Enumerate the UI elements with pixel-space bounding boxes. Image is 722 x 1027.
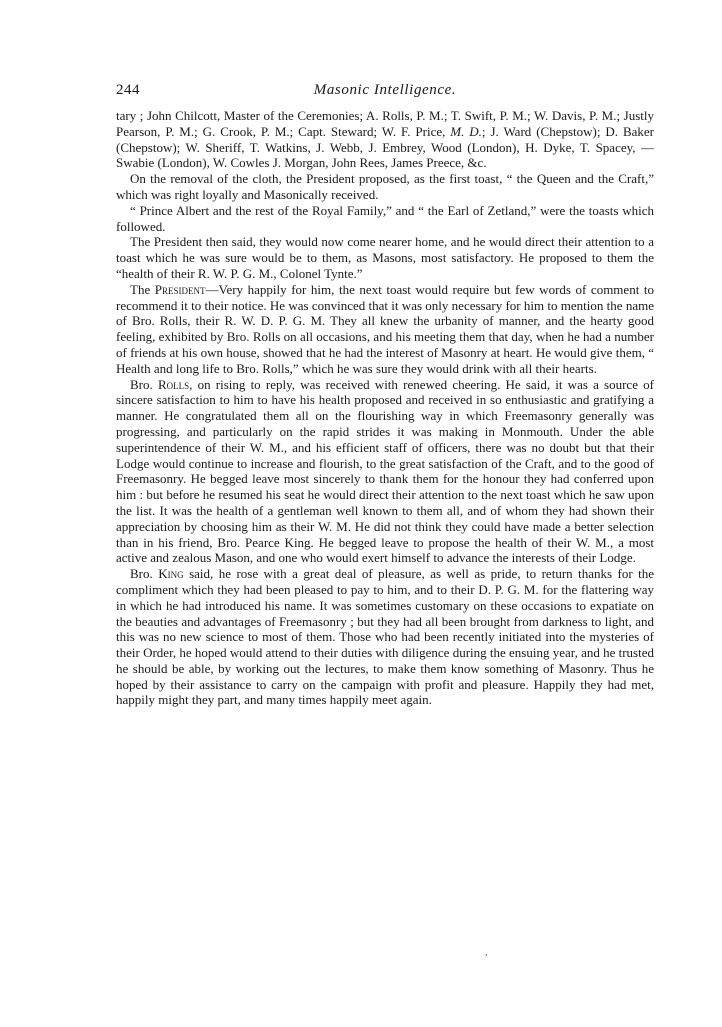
paragraph-text: said, he rose with a great deal of pleasure, as well as pride, to return thanks for the compliment which they had been pleased to pay to him, and to their D. P. G. M. for the flattering way in which he had introduced his name. It was sometimes customary on these occasions to expatiate on the beauties and advantages of Freemasonry ; but they had all been brought from darkness to light, and this was no new science to most of them. Those who had been recently initiated into the mysteries of their Order, he hoped would attend to their duties with diligence during the ensuing year, and he trusted he should be able, by working out the lectures, to make them know something of Masonry. Thus he hoped by their assistance to carry on the campaign with profit and pleasure. Happily they had met, happily might they part, and many times happily meet again. <box>116 566 654 708</box>
running-title: Masonic Intelligence. <box>313 82 457 98</box>
paragraph <box>116 282 654 377</box>
article-body <box>116 108 654 708</box>
page-header <box>116 82 654 108</box>
paragraph-text: The <box>130 281 155 297</box>
paragraph-text: ; J. Ward (Chepstow); D. Baker (Chepstow); W. Sheriff, T. Watkins, J. Webb, J. Embrey, Wood (London), H. Dyke, T. Spacey, — Swabie (London), W. Cowles J. Morgan, John Rees, James Preece, &c. <box>116 123 654 171</box>
paragraph <box>116 234 654 281</box>
paragraph-text: —Very happily for him, the next toast would require but few words of comment to recommend it to their notice. He was convinced that it was only necessary for him to mention the name of Bro. Rolls, their R. W. D. P. G. M. They all knew the urbanity of manner, and the hearty good feeling, exhibited by Bro. Rolls on all occasions, and his meeting them that day, when he had a number of friends at his own house, showed that he had the interest of Masonry at heart. He would give them, “ Health and long life to Bro. Rolls,” which he was sure they would drink with all their hearts. <box>116 281 654 376</box>
paragraph <box>116 171 654 203</box>
page-number: 244 <box>116 82 140 98</box>
paragraph-text: Bro. <box>130 566 159 582</box>
speaker-name: Rolls <box>157 376 190 392</box>
paragraph <box>116 203 654 235</box>
paragraph-text: tary ; John Chilcott, Master of the Ceremonies; A. Rolls, P. M.; T. Swift, P. M.; W. Davis, P. M.; Justly Pearson, P. M.; G. Crook, P. M.; Capt. Steward; W. F. Price, <box>116 108 654 139</box>
page-content <box>116 82 654 982</box>
paragraph <box>116 566 654 708</box>
paragraph-text: Bro. <box>130 376 158 392</box>
speaker-name: King <box>158 566 184 582</box>
print-speck-mark: , <box>485 947 488 958</box>
paragraph <box>116 108 654 171</box>
paragraph-text: “ Prince Albert and the rest of the Royal Family,” and “ the Earl of Zetland,” were the toasts which followed. <box>116 202 654 234</box>
paragraph <box>116 377 654 567</box>
paragraph-text: , on rising to reply, was received with renewed cheering. He said, it was a source of sincere satisfaction to him to have his health proposed and received in so enthusiastic and gratifying a manner. He congratulated them all on the flourishing way in which Freemasonry generally was progressing, and particularly on the rapid strides it was making in Monmouth. Under the able superintendence of their W. M., and his efficient staff of officers, there was no doubt but that their Lodge would continue to increase and flourish, to the great satisfaction of the Craft, and to the good of Freemasonry. He begged leave most sincerely to thank them for the honour they had conferred upon him : but before he resumed his seat he would direct their attention to the next toast which he saw upon the list. It was the health of a gentleman well known to them all, and of whom they had shown their appreciation by choosing him as their W. M. He did not think they could have made a better selection than in his friend, Bro. Pearce King. He begged leave to propose the health of their W. M., a most active and zealous Mason, and one who would exert himself to advance the interests of their Lodge. <box>116 376 654 566</box>
italic-text: M. D. <box>450 123 482 139</box>
speaker-name: President <box>154 281 206 297</box>
paragraph-text: On the removal of the cloth, the President proposed, as the first toast, “ the Queen and the Craft,” which was right loyally and Masonically received. <box>116 171 654 202</box>
paragraph-text: The President then said, they would now come nearer home, and he would direct their attention to a toast which he was sure would be to them, as Masons, most satisfactory. He proposed to them the “health of their R. W. P. G. M., Colonel Tynte.” <box>116 234 654 281</box>
